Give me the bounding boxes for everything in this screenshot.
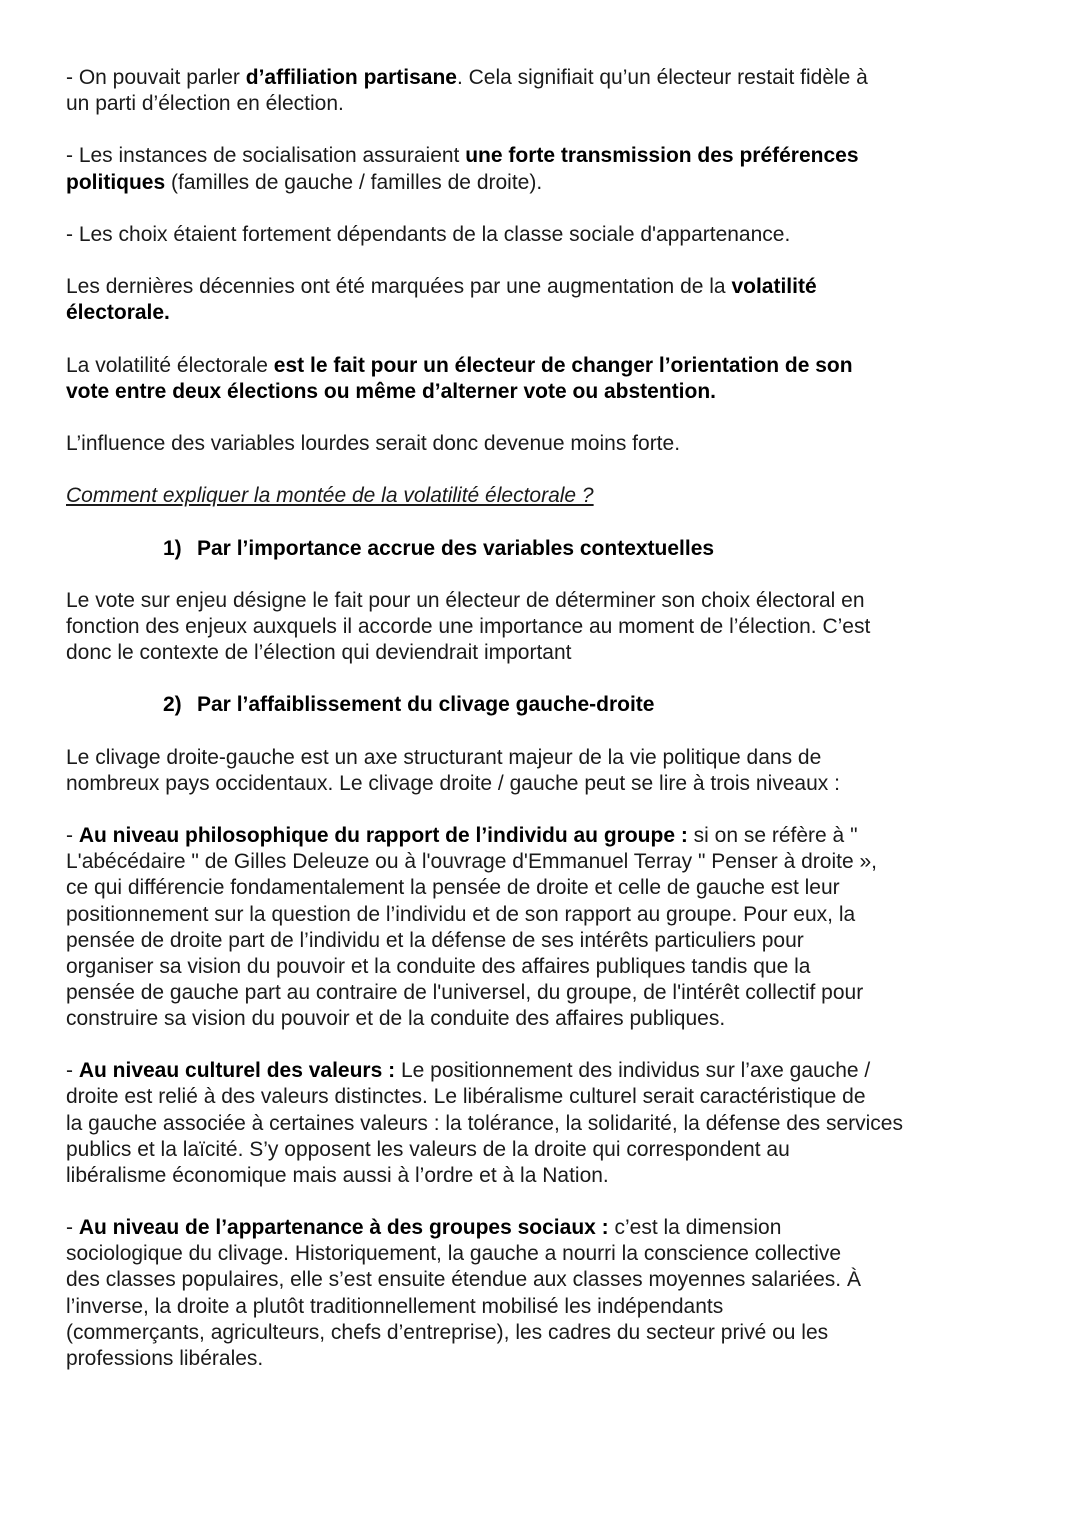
text-line: [66, 1084, 1026, 1110]
bold-text: volatilité: [731, 275, 817, 299]
blank-line: [66, 196, 1026, 222]
blank-line: [66, 326, 1026, 352]
text-segment: positionnement sur la question de l’individu et de son rapport au groupe. Pour eux, la: [66, 902, 856, 926]
text-line: [66, 1294, 1026, 1320]
text-line: [66, 143, 1026, 169]
text-segment: nombreux pays occidentaux. Le clivage droite / gauche peut se lire à trois niveaux :: [66, 771, 840, 795]
text-segment: un parti d’élection en élection.: [66, 92, 344, 116]
text-line: [66, 980, 1026, 1006]
text-segment: donc le contexte de l’élection qui deviendrait important: [66, 641, 572, 665]
text-segment: libéralisme économique mais aussi à l’ordre et à la Nation.: [66, 1163, 609, 1187]
text-line: [66, 274, 1026, 300]
text-segment: L’influence des variables lourdes serait donc devenue moins forte.: [66, 431, 681, 455]
bold-text: vote entre deux élections ou même d’alterner vote ou abstention.: [66, 379, 716, 403]
text-segment: si on se réfère à ": [687, 824, 858, 848]
text-segment: sociologique du clivage. Historiquement, la gauche a nourri la conscience collective: [66, 1242, 842, 1266]
text-segment: des classes populaires, elle s’est ensuite étendue aux classes moyennes salariées. À: [66, 1268, 861, 1292]
text-line: [66, 1111, 1026, 1137]
text-line: [66, 588, 1026, 614]
text-segment: . Cela signifiait qu’un électeur restait fidèle à: [456, 66, 868, 89]
blank-line: [66, 509, 1026, 535]
text-segment: pensée de gauche part au contraire de l'universel, du groupe, de l'intérêt collectif pour: [66, 980, 864, 1004]
text-line: [66, 353, 1026, 379]
text-line: [66, 614, 1026, 640]
text-line: [66, 65, 1026, 91]
text-segment: c’est la dimension: [608, 1216, 782, 1240]
blank-line: [66, 248, 1026, 274]
text-segment: - Les choix étaient fortement dépendants de la classe sociale d'appartenance.: [66, 222, 791, 246]
blank-line: [66, 457, 1026, 483]
blank-line: [66, 405, 1026, 431]
text-segment: construire sa vision du pouvoir et de la conduite des affaires publiques.: [66, 1007, 726, 1031]
text-segment: publics et la laïcité. S’y opposent les valeurs de la droite qui correspondent au: [66, 1137, 790, 1161]
text-line: [66, 1215, 1026, 1241]
bold-text: politiques: [66, 170, 166, 194]
text-segment: ce qui différencie fondamentalement la pensée de droite et celle de gauche est leur: [66, 876, 840, 900]
text-line: [66, 379, 1026, 405]
section-heading: [66, 536, 1026, 562]
blank-line: [66, 1189, 1026, 1215]
text-line: [66, 1006, 1026, 1032]
text-line: [66, 823, 1026, 849]
text-segment: -: [66, 824, 79, 848]
text-segment: - Les instances de socialisation assuraient: [66, 144, 466, 168]
text-line: [66, 91, 1026, 117]
text-segment: pensée de droite part de l’individu et la défense de ses intérêts particuliers pour: [66, 928, 804, 952]
heading-number: 1): [163, 536, 182, 560]
text-segment: Par l’affaiblissement du clivage gauche-droite: [197, 693, 655, 717]
blank-line: [66, 562, 1026, 588]
text-segment: l’inverse, la droite a plutôt traditionnellement mobilisé les indépendants: [66, 1294, 724, 1318]
document-body: [66, 65, 1026, 1372]
blank-line: [66, 666, 1026, 692]
text-segment: (familles de gauche / familles de droite).: [165, 170, 543, 194]
blank-line: [66, 1032, 1026, 1058]
text-segment: droite est relié à des valeurs distinctes. Le libéralisme culturel serait caractéristique de: [66, 1085, 866, 1109]
text-line: [66, 1241, 1026, 1267]
bold-text: une forte transmission des préférences: [465, 144, 859, 168]
text-segment: Le positionnement des individus sur l’axe gauche /: [395, 1059, 871, 1083]
bold-text: Au niveau philosophique du rapport de l’individu au groupe :: [78, 824, 688, 848]
text-line: [66, 954, 1026, 980]
text-segment: Le clivage droite-gauche est un axe structurant majeur de la vie politique dans de: [66, 745, 822, 769]
text-segment: (commerçants, agriculteurs, chefs d’entreprise), les cadres du secteur privé ou les: [66, 1320, 829, 1344]
bold-text: électorale.: [66, 301, 170, 325]
bold-text: Au niveau de l’appartenance à des groupes sociaux :: [78, 1216, 609, 1240]
text-line: [66, 640, 1026, 666]
blank-line: [66, 117, 1026, 143]
text-segment: La volatilité électorale: [66, 353, 274, 377]
text-line: [66, 745, 1026, 771]
text-segment: Par l’importance accrue des variables contextuelles: [197, 536, 715, 560]
text-line: [66, 1267, 1026, 1293]
text-line: [66, 902, 1026, 928]
text-line: [66, 300, 1026, 326]
bold-text: est le fait pour un électeur de changer l’orientation de son: [273, 353, 853, 377]
text-line: [66, 849, 1026, 875]
blank-line: [66, 797, 1026, 823]
text-line: [66, 1163, 1026, 1189]
text-line: [66, 1058, 1026, 1084]
text-line: [66, 1320, 1026, 1346]
text-segment: la gauche associée à certaines valeurs : la tolérance, la solidarité, la défense des services: [66, 1111, 903, 1135]
text-line: [66, 875, 1026, 901]
section-heading: [66, 692, 1026, 718]
bold-text: d’affiliation partisane: [245, 66, 457, 89]
text-line: [66, 1346, 1026, 1372]
text-line: [66, 431, 1026, 457]
text-line: [66, 771, 1026, 797]
text-line: [66, 222, 1026, 248]
text-line: [66, 928, 1026, 954]
text-segment: - On pouvait parler: [66, 66, 246, 89]
text-segment: L'abécédaire " de Gilles Deleuze ou à l'ouvrage d'Emmanuel Terray " Penser à droite »,: [66, 850, 878, 874]
underlined-question: Comment expliquer la montée de la volatilité électorale ?: [66, 484, 594, 508]
text-line: [66, 170, 1026, 196]
bold-text: Au niveau culturel des valeurs :: [78, 1059, 396, 1083]
heading-number: 2): [163, 693, 182, 717]
text-segment: organiser sa vision du pouvoir et la conduite des affaires publiques tandis que la: [66, 954, 811, 978]
text-segment: professions libérales.: [66, 1346, 264, 1370]
text-segment: -: [66, 1059, 79, 1083]
text-segment: Les dernières décennies ont été marquées par une augmentation de la: [66, 275, 732, 299]
text-line: [66, 483, 1026, 509]
text-segment: fonction des enjeux auxquels il accorde une importance au moment de l’élection. C’est: [66, 614, 871, 638]
text-segment: Le vote sur enjeu désigne le fait pour un électeur de déterminer son choix électoral en: [66, 588, 865, 612]
blank-line: [66, 719, 1026, 745]
text-line: [66, 1137, 1026, 1163]
text-segment: -: [66, 1216, 79, 1240]
